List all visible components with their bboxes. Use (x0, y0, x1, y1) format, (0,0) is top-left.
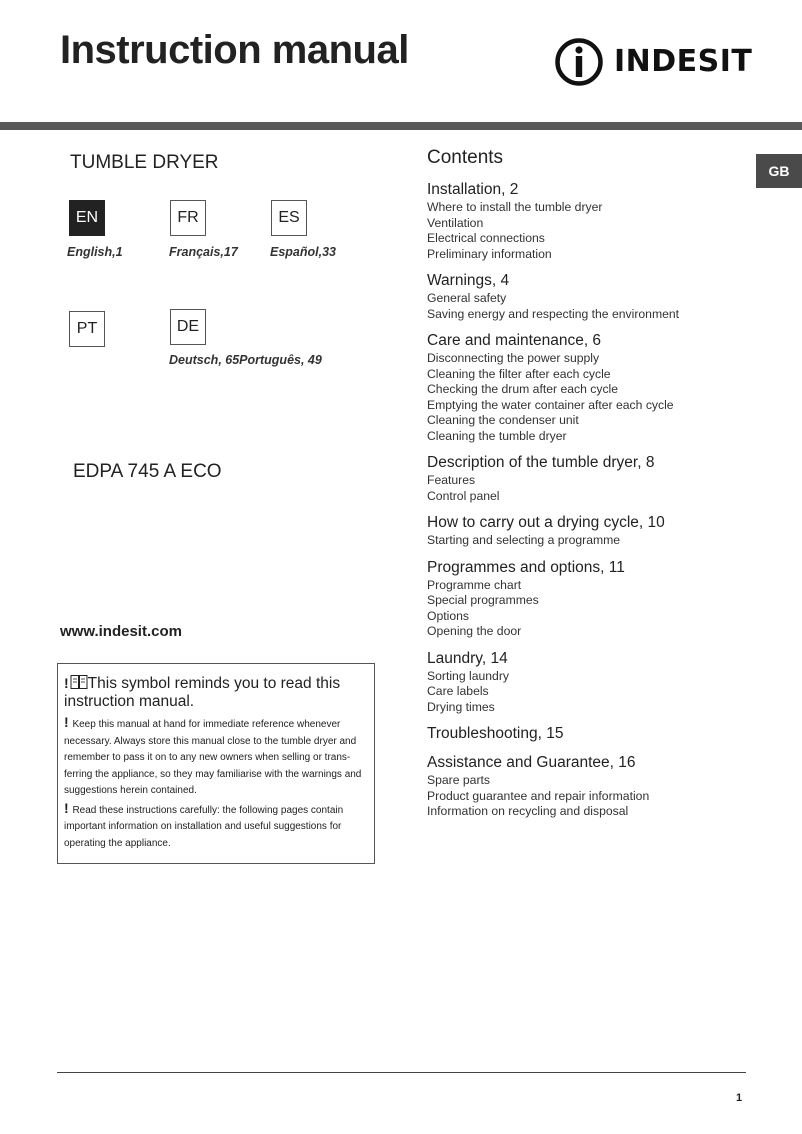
toc-item[interactable]: Information on recycling and disposal (427, 804, 629, 818)
toc-section (427, 453, 747, 504)
toc-section-title[interactable]: How to carry out a drying cycle, 10 (427, 514, 665, 531)
toc-item[interactable]: Cleaning the tumble dryer (427, 428, 567, 443)
toc-section-title[interactable]: Assistance and Guarantee, 16 (427, 754, 636, 771)
toc-section (427, 271, 747, 322)
toc-item[interactable]: Saving energy and respecting the environment (427, 306, 680, 321)
brand-name: INDESIT (614, 44, 753, 79)
toc-item[interactable]: Cleaning the filter after each cycle (427, 366, 611, 381)
toc-item[interactable]: Ventilation (427, 215, 484, 230)
info-circle-logo-icon (554, 37, 604, 87)
toc-item[interactable]: Emptying the water container after each cycle (427, 397, 674, 412)
toc-item[interactable]: Options (427, 608, 470, 623)
language-caption-en[interactable]: English,1 (67, 245, 123, 259)
notice-paragraph-1 (64, 714, 370, 800)
toc-section (427, 331, 747, 444)
toc-item[interactable]: Control panel (427, 488, 500, 503)
table-of-contents (427, 180, 747, 829)
brand-logo (554, 36, 752, 88)
toc-section-title[interactable]: Warnings, 4 (427, 272, 510, 289)
toc-section (427, 558, 747, 640)
exclamation-icon: ! (64, 799, 69, 816)
toc-item[interactable]: Sorting laundry (427, 668, 509, 683)
toc-item[interactable]: Programme chart (427, 577, 522, 592)
book-icon (70, 674, 88, 690)
toc-item[interactable]: Opening the door (427, 624, 522, 638)
notice-paragraph-2 (64, 800, 370, 853)
toc-item[interactable]: Drying times (427, 699, 495, 714)
toc-section (427, 753, 747, 820)
toc-item[interactable]: Care labels (427, 684, 489, 698)
notice-box (57, 663, 375, 864)
toc-section (427, 649, 747, 716)
notice-paragraph-2-text: Read these instructions carefully: the following pages contain important information on installation and useful suggestions for operating the appliance. (64, 804, 344, 849)
notice-paragraph-1-text: Keep this manual at hand for immediate reference whenever necessary. Always store this manual close to the tumble dryer and remember to pass it on to any new owners when selling or trans-ferring the appliance, so they may familiarise with the warnings and suggestions herein contained. (64, 719, 362, 796)
toc-item[interactable]: Checking the drum after each cycle (427, 382, 619, 396)
model-number: EDPA 745 A ECO (73, 461, 222, 482)
website-link[interactable]: www.indesit.com (60, 623, 182, 640)
toc-section-title[interactable]: Description of the tumble dryer, 8 (427, 454, 655, 471)
language-caption-fr[interactable]: Français,17 (169, 245, 238, 259)
toc-item[interactable]: Electrical connections (427, 231, 545, 245)
language-caption-de-pt[interactable]: Deutsch, 65Português, 49 (169, 353, 322, 367)
toc-item[interactable]: General safety (427, 291, 507, 305)
toc-section (427, 513, 747, 549)
toc-section (427, 724, 747, 744)
toc-item[interactable]: Starting and selecting a programme (427, 533, 621, 547)
contents-heading: Contents (427, 147, 504, 168)
toc-item[interactable]: Product guarantee and repair information (427, 788, 650, 803)
footer-divider (57, 1072, 746, 1073)
product-type: TUMBLE DRYER (70, 152, 219, 173)
exclamation-icon: ! (64, 675, 69, 691)
header-divider-bar (0, 122, 802, 130)
language-box-de[interactable]: DE (170, 309, 206, 345)
notice-lead-text: This symbol reminds you to read this instruction manual. (64, 675, 341, 710)
toc-section-title[interactable]: Programmes and options, 11 (427, 558, 625, 576)
toc-section-title[interactable]: Laundry, 14 (427, 649, 508, 667)
toc-section-title[interactable]: Care and maintenance, 6 (427, 332, 602, 349)
toc-item[interactable]: Preliminary information (427, 246, 552, 261)
toc-item[interactable]: Cleaning the condenser unit (427, 413, 579, 427)
language-box-fr[interactable]: FR (170, 200, 206, 236)
notice-lead (64, 674, 370, 711)
document-title: Instruction manual (60, 28, 409, 72)
toc-item[interactable]: Disconnecting the power supply (427, 351, 600, 365)
region-tab: GB (756, 154, 802, 188)
page-number: 1 (736, 1092, 743, 1104)
toc-item[interactable]: Special programmes (427, 593, 539, 607)
toc-item[interactable]: Features (427, 473, 476, 487)
toc-section-title[interactable]: Troubleshooting, 15 (427, 725, 564, 742)
language-box-en[interactable]: EN (69, 200, 105, 236)
exclamation-icon: ! (64, 714, 69, 730)
toc-item[interactable]: Where to install the tumble dryer (427, 200, 603, 214)
toc-section (427, 180, 747, 262)
toc-item[interactable]: Spare parts (427, 773, 491, 787)
language-box-pt[interactable]: PT (69, 311, 105, 347)
language-box-es[interactable]: ES (271, 200, 307, 236)
language-caption-es[interactable]: Español,33 (270, 245, 336, 259)
toc-section-title[interactable]: Installation, 2 (427, 181, 519, 198)
